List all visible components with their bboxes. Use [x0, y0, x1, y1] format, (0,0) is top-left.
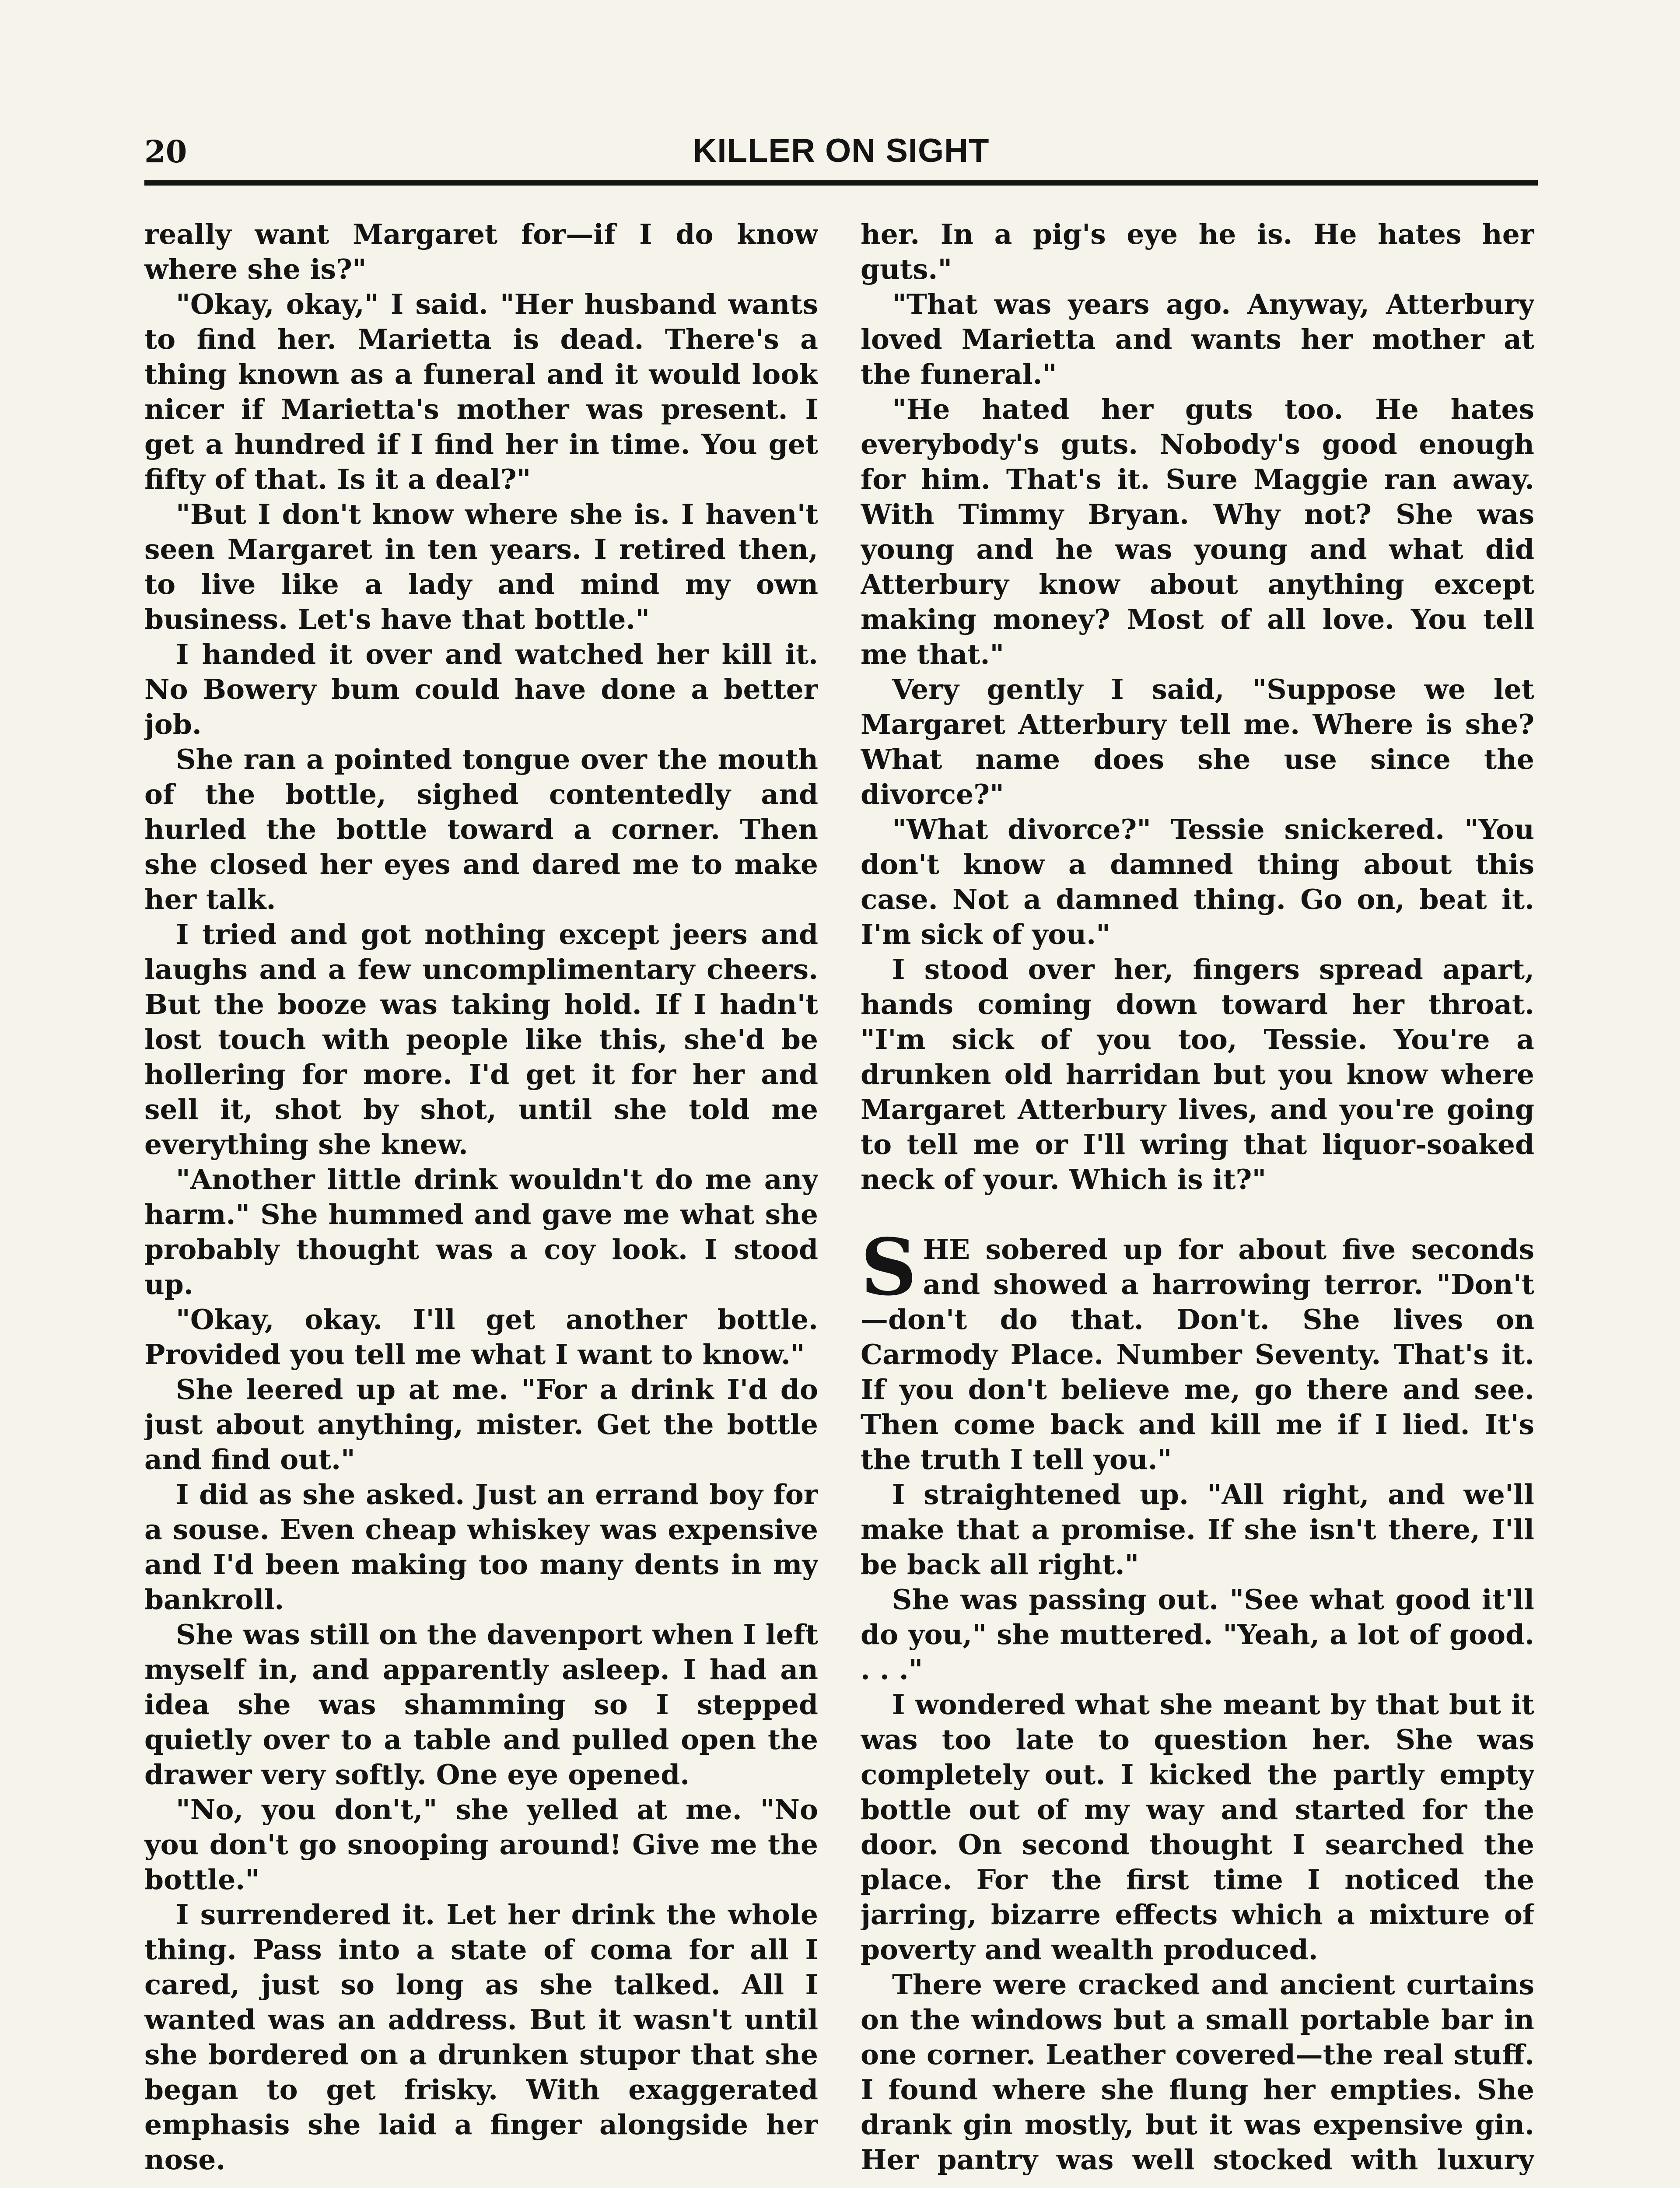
paragraph: I straightened up. "All right, and we'll make that a promise. If she isn't there, I'll be back all right." [861, 1478, 1534, 1581]
paragraph: There were cracked and ancient curtains on the windows but a small portable bar in one corner. Leather covered—the real stuff. I found where she flung her empties. She drank gin mostly, but it was expensive gin. Her pantry was well stocked with luxury [861, 1968, 1534, 2176]
paragraph: really want Margaret for—if I do know where she is?" [144, 218, 818, 285]
right-column [861, 217, 1534, 2177]
paragraph: "Okay, okay," I said. "Her husband wants to find her. Marietta is dead. There's a thing known as a funeral and it would look nicer if Marietta's mother was present. I get a hundred if I find her in time. You get fifty of that. Is it a deal?" [144, 288, 818, 495]
running-title: KILLER ON SIGHT [693, 132, 990, 169]
paragraph: I handed it over and watched her kill it. No Bowery bum could have done a better job. [144, 638, 818, 740]
paragraph: her. In a pig's eye he is. He hates her guts." [861, 218, 1534, 285]
paragraph: "What divorce?" Tessie snickered. "You don't know a damned thing about this case. Not a damned thing. Go on, beat it. I'm sick of you." [861, 813, 1534, 950]
paragraph: "But I don't know where she is. I haven't seen Margaret in ten years. I retired then, to live like a lady and mind my own business. Let's have that bottle." [144, 498, 818, 635]
paragraph: I did as she asked. Just an errand boy for a souse. Even cheap whiskey was expensive and I'd been making too many dents in my bankroll. [144, 1478, 818, 1616]
paragraph: I wondered what she meant by that but it was too late to question her. She was completely out. I kicked the partly empty bottle out of my way and started for the door. On second thought I searched the place. For the first time I noticed the jarring, bizarre effects which a mixture of poverty and wealth produced. [861, 1688, 1534, 1966]
paragraph: "Another little drink wouldn't do me any harm." She hummed and gave me what she probably thought was a coy look. I stood up. [144, 1163, 818, 1301]
paragraph: I surrendered it. Let her drink the whole thing. Pass into a state of coma for all I cared, just so long as she talked. All I wanted was an address. But it wasn't until she bordered on a drunken stupor that she began to get frisky. With exaggerated emphasis she laid a finger alongside her nose. [144, 1898, 818, 2176]
section-opening-text: HE sobered up for about five seconds and showed a harrowing terror. "Don't—don't do that. Don't. She lives on Carmody Place. Number Seventy. That's it. If you don't believe me, go there and see. Then come back and kill me if I lied. It's the truth I tell you." [861, 1233, 1534, 1476]
paragraph: "He hated her guts too. He hates everybody's guts. Nobody's good enough for him. That's it. Sure Maggie ran away. With Timmy Bryan. Why not? She was young and he was young and what did Atterbury know about anything except making money? Most of all love. You tell me that." [861, 393, 1534, 670]
section-opening-paragraph [861, 1221, 1534, 1477]
drop-cap: S [861, 1221, 917, 1313]
header-rule [144, 180, 1538, 186]
page-header [144, 125, 1538, 177]
paragraph: I stood over her, fingers spread apart, hands coming down toward her throat. "I'm sick of you too, Tessie. You're a drunken old harridan but you know where Margaret Atterbury lives, and you're going to tell me or I'll wring that liquor-soaked neck of your. Which is it?" [861, 953, 1534, 1196]
paragraph: She was still on the davenport when I left myself in, and apparently asleep. I had an idea she was shamming so I stepped quietly over to a table and pulled open the drawer very softly. One eye opened. [144, 1618, 818, 1791]
paragraph: She was passing out. "See what good it'll do you," she muttered. "Yeah, a lot of good. . . ." [861, 1583, 1534, 1686]
paragraph: She leered up at me. "For a drink I'd do just about anything, mister. Get the bottle and find out." [144, 1373, 818, 1476]
paragraph: She ran a pointed tongue over the mouth of the bottle, sighed contentedly and hurled the bottle toward a corner. Then she closed her eyes and dared me to make her talk. [144, 743, 818, 915]
paragraph: "Okay, okay. I'll get another bottle. Provided you tell me what I want to know." [144, 1303, 818, 1371]
paragraph: "No, you don't," she yelled at me. "No you don't go snooping around! Give me the bottle." [144, 1793, 818, 1896]
left-column [144, 217, 818, 2177]
paragraph: I tried and got nothing except jeers and laughs and a few uncomplimentary cheers. But the booze was taking hold. If I hadn't lost touch with people like this, she'd be hollering for more. I'd get it for her and sell it, shot by shot, until she told me everything she knew. [144, 918, 818, 1161]
page-number: 20 [144, 133, 187, 170]
paragraph: Very gently I said, "Suppose we let Margaret Atterbury tell me. Where is she? What name does she use since the divorce?" [861, 673, 1534, 810]
paragraph: "That was years ago. Anyway, Atterbury loved Marietta and wants her mother at the funeral." [861, 288, 1534, 390]
